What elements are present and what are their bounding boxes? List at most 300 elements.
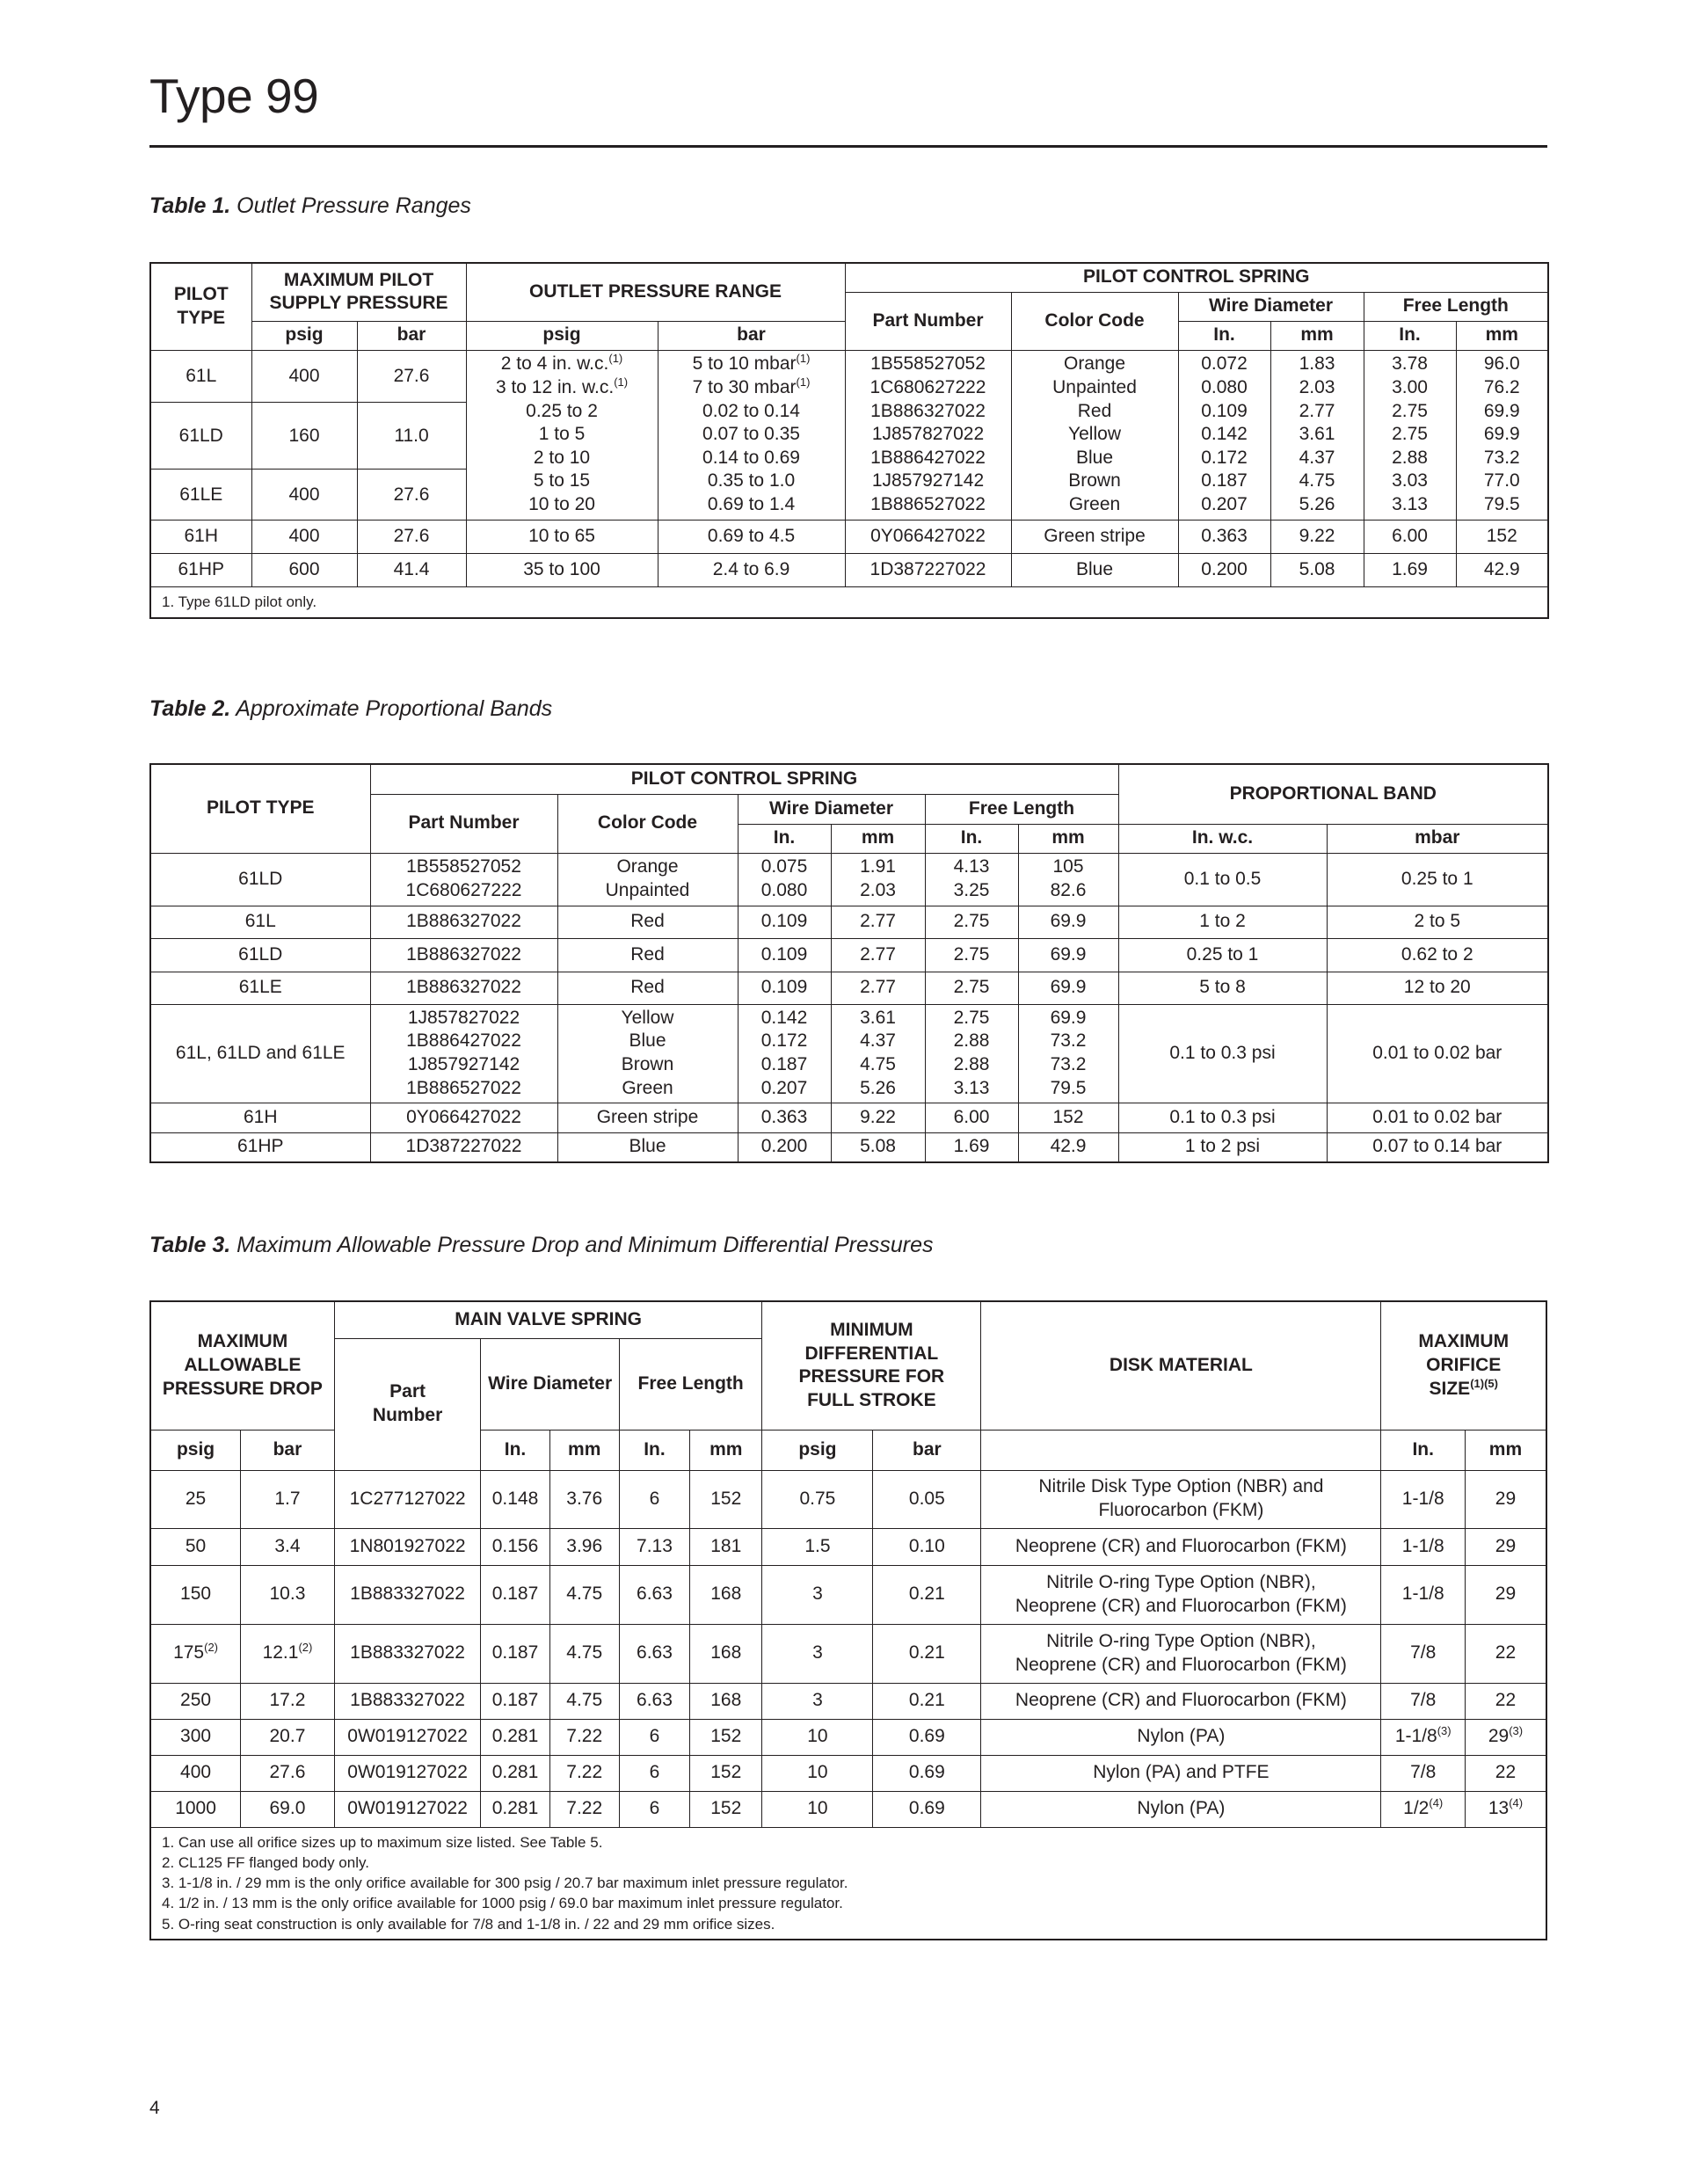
t3-bar: 10.3 <box>241 1565 335 1624</box>
t3-len-mm: 152 <box>690 1470 762 1528</box>
t1-range-psig: 5 to 15 <box>533 470 591 491</box>
t3-psig: 300 <box>150 1719 241 1755</box>
t3-len-in: 6 <box>619 1719 689 1755</box>
t1-supply-bar: 27.6 <box>358 351 466 403</box>
t3-disk: Neoprene (CR) and Fluorocarbon (FKM) <box>981 1683 1381 1719</box>
t1-header-wire-diameter: Wire Diameter <box>1178 292 1364 321</box>
t1-spring-part: 1B886527022 <box>870 494 986 515</box>
t2-wire-mm: 1.91 <box>860 856 896 877</box>
footnote-ref: (4) <box>1509 1796 1524 1810</box>
t2-part: 1B886327022 <box>370 938 557 972</box>
t1-header-spring: PILOT CONTROL SPRING <box>845 263 1548 292</box>
t2-band-mbar: 12 to 20 <box>1327 972 1548 1004</box>
t1-range-psig: 35 to 100 <box>466 553 658 586</box>
t3-orifice-in: 7/8 <box>1381 1755 1465 1791</box>
t2-colors-cell <box>557 1004 738 1103</box>
t3-orifice-mm-cell <box>1465 1791 1546 1827</box>
t1-range-bar: 0.69 to 4.5 <box>658 520 845 553</box>
t3-orifice-mm: 22 <box>1465 1683 1546 1719</box>
t1-len-mm: 96.0 <box>1483 353 1520 375</box>
page-title: Type 99 <box>149 69 319 123</box>
t1-unit-mm: mm <box>1456 321 1548 350</box>
table-row <box>150 1683 1546 1719</box>
t3-orifice-in: 1-1/8 <box>1394 1726 1437 1747</box>
t3-len-mm: 168 <box>690 1683 762 1719</box>
t1-supply-bar: 27.6 <box>393 484 430 505</box>
t2-band-mbar: 0.01 to 0.02 bar <box>1327 1103 1548 1132</box>
t1-spring-len-mm-cell <box>1456 350 1548 520</box>
t2-wire-in: 0.363 <box>738 1103 831 1132</box>
t1-spring-wire-mm-cell <box>1270 350 1364 520</box>
t1-spring-color: Blue <box>1076 447 1114 468</box>
t1-range-bar-cell <box>658 350 845 520</box>
t1-wire-mm: 5.08 <box>1270 553 1364 586</box>
t2-wire-mm: 2.77 <box>831 972 925 1004</box>
t2-len-in: 2.75 <box>925 906 1018 938</box>
t3-unit-psig: psig <box>762 1430 873 1470</box>
t3-unit-in: In. <box>481 1430 549 1470</box>
t3-min-psig: 10 <box>762 1791 873 1827</box>
t2-wire-in: 0.109 <box>738 972 831 1004</box>
t2-type: 61LE <box>150 972 370 1004</box>
t3-len-in: 6.63 <box>619 1624 689 1683</box>
t3-min-bar: 0.69 <box>873 1755 981 1791</box>
t1-len-mm: 152 <box>1456 520 1548 553</box>
t3-min-psig: 3 <box>762 1624 873 1683</box>
t3-wire-in: 0.187 <box>481 1624 549 1683</box>
t1-supply-bar: 41.4 <box>357 553 466 586</box>
t2-part: 1D387227022 <box>370 1132 557 1162</box>
t1-len-in: 6.00 <box>1364 520 1456 553</box>
t2-wire-mm: 9.22 <box>831 1103 925 1132</box>
t3-psig: 250 <box>150 1683 241 1719</box>
t3-orifice-mm: 22 <box>1465 1755 1546 1791</box>
t1-range-psig-value: 2 to 4 in. w.c. <box>500 353 609 375</box>
t2-header-band: PROPORTIONAL BAND <box>1118 764 1548 824</box>
t1-range-bar: 0.14 to 0.69 <box>702 447 800 468</box>
footnote-ref: (1) <box>796 352 811 366</box>
t2-len-in-cell <box>925 1004 1018 1103</box>
t2-len-in: 2.75 <box>953 1007 990 1028</box>
t3-wire-mm: 3.96 <box>549 1528 619 1565</box>
t3-len-in: 7.13 <box>619 1528 689 1565</box>
footnote-ref: (2) <box>204 1641 219 1655</box>
t1-spring-part: 1J857927142 <box>871 470 985 491</box>
t1-supply-psig: 600 <box>251 553 357 586</box>
table3-label: Table 3. <box>149 1233 231 1257</box>
t2-type: 61LD <box>150 853 370 906</box>
t3-orifice-mm: 29 <box>1465 1470 1546 1528</box>
t1-len-in: 3.00 <box>1392 376 1428 397</box>
t2-len-mm: 73.2 <box>1050 1054 1087 1074</box>
table-row <box>150 1791 1546 1827</box>
t1-wire-in: 0.172 <box>1201 447 1248 468</box>
t1-spring-color: Blue <box>1011 553 1178 586</box>
t1-spring-color: Green <box>1068 494 1121 515</box>
page-number: 4 <box>149 2098 160 2118</box>
t2-len-in: 3.25 <box>953 880 990 900</box>
t3-wire-in: 0.187 <box>481 1683 549 1719</box>
t1-unit-in: In. <box>1364 321 1456 350</box>
t2-part: 1J857927142 <box>407 1054 520 1074</box>
t2-len-mm: 69.9 <box>1018 972 1118 1004</box>
t1-header-part-number: Part Number <box>845 292 1011 350</box>
t2-part: 1B886327022 <box>370 972 557 1004</box>
t1-type: 61HP <box>150 553 251 586</box>
t1-spring-part: 0Y066427022 <box>845 520 1011 553</box>
t1-wire-in: 0.187 <box>1201 470 1248 491</box>
t2-color: Green stripe <box>557 1103 738 1132</box>
t1-range-bar <box>661 353 842 376</box>
t1-wire-mm: 2.77 <box>1299 400 1335 421</box>
t3-psig: 150 <box>150 1565 241 1624</box>
t2-len-mm: 42.9 <box>1018 1132 1118 1162</box>
t3-wire-mm: 4.75 <box>549 1624 619 1683</box>
t2-wire-mm-cell <box>831 1004 925 1103</box>
t3-bar-cell <box>241 1624 335 1683</box>
t2-len-in-cell <box>925 853 1018 906</box>
t1-len-mm: 76.2 <box>1483 376 1520 397</box>
t1-spring-color: Orange <box>1063 353 1126 375</box>
t2-wire-mm: 3.61 <box>860 1007 896 1028</box>
t2-colors-cell <box>557 853 738 906</box>
t2-type: 61H <box>150 1103 370 1132</box>
footnote-ref: (1) <box>608 352 623 366</box>
table-row <box>150 938 1548 972</box>
t2-wire-in-cell <box>738 853 831 906</box>
t1-spring-part: 1B886427022 <box>870 447 986 468</box>
t1-spring-part: 1C680627222 <box>869 376 986 397</box>
t2-part: 1J857827022 <box>407 1007 520 1028</box>
t3-orifice-mm: 29 <box>1465 1528 1546 1565</box>
t1-type-61ld: 61LD <box>151 403 251 470</box>
table2-label: Table 2. <box>149 696 231 721</box>
t3-psig-cell <box>150 1624 241 1683</box>
t1-wire-in: 0.109 <box>1201 400 1248 421</box>
t3-header-orifice-cell <box>1381 1301 1546 1430</box>
t3-footnote: 2. CL125 FF flanged body only. <box>162 1853 369 1871</box>
t3-min-psig: 10 <box>762 1719 873 1755</box>
t1-len-in: 3.13 <box>1392 494 1428 515</box>
t3-header-disk: DISK MATERIAL <box>981 1301 1381 1430</box>
t2-color: Orange <box>616 856 679 877</box>
table-row <box>150 906 1548 938</box>
t1-spring-color: Unpainted <box>1052 376 1137 397</box>
t2-wire-in: 0.172 <box>760 1030 808 1052</box>
t3-unit-in: In. <box>1381 1430 1465 1470</box>
t3-unit-mm: mm <box>549 1430 619 1470</box>
t1-len-in: 3.78 <box>1392 353 1428 375</box>
t1-wire-mm: 5.26 <box>1299 494 1335 515</box>
t1-spring-len-in-cell <box>1364 350 1456 520</box>
t1-len-mm: 77.0 <box>1483 470 1520 491</box>
t3-wire-in: 0.187 <box>481 1565 549 1624</box>
t3-part: 1B883327022 <box>334 1624 481 1683</box>
table1-label: Table 1. <box>149 193 231 218</box>
t3-wire-in: 0.281 <box>481 1791 549 1827</box>
t2-color: Brown <box>621 1054 674 1074</box>
t3-psig: 400 <box>150 1755 241 1791</box>
t1-wire-mm: 9.22 <box>1270 520 1364 553</box>
t3-part: 0W019127022 <box>334 1719 481 1755</box>
t1-range-bar-value: 5 to 10 mbar <box>692 353 797 375</box>
t2-header-spring: PILOT CONTROL SPRING <box>370 764 1118 794</box>
t2-unit-mbar: mbar <box>1327 824 1548 853</box>
t3-wire-mm: 7.22 <box>549 1791 619 1827</box>
t3-len-in: 6 <box>619 1755 689 1791</box>
t3-orifice-mm: 22 <box>1465 1624 1546 1683</box>
t1-range-psig: 1 to 5 <box>538 424 586 445</box>
t1-spring-part-cell <box>845 350 1011 520</box>
t1-unit-in: In. <box>1178 321 1270 350</box>
t3-len-mm: 168 <box>690 1565 762 1624</box>
t1-type-61le: 61LE <box>179 484 223 505</box>
t2-len-mm: 105 <box>1052 856 1084 877</box>
t3-disk: Nitrile O-ring Type Option (NBR), <box>1046 1630 1316 1651</box>
t3-wire-mm: 7.22 <box>549 1755 619 1791</box>
t1-supply-psig: 160 <box>252 403 357 470</box>
t2-part: 0Y066427022 <box>370 1103 557 1132</box>
t3-unit-blank <box>981 1430 1381 1470</box>
t2-type: 61L <box>150 906 370 938</box>
t1-len-in: 2.75 <box>1392 424 1428 445</box>
t3-disk-cell <box>981 1565 1381 1624</box>
t3-len-in: 6 <box>619 1470 689 1528</box>
t2-band-inwc: 1 to 2 psi <box>1118 1132 1327 1162</box>
t2-band-inwc: 1 to 2 <box>1118 906 1327 938</box>
table-row <box>150 520 1548 553</box>
t1-spring-part: 1J857827022 <box>871 424 985 445</box>
t1-len-in: 3.03 <box>1392 470 1428 491</box>
t3-disk: Nitrile Disk Type Option (NBR) and <box>1038 1476 1324 1497</box>
t1-footnote: 1. Type 61LD pilot only. <box>150 586 1548 618</box>
table-row <box>150 1470 1546 1528</box>
t3-header-orifice: MAXIMUM ORIFICE SIZE <box>1418 1331 1510 1399</box>
t2-unit-in: In. <box>738 824 831 853</box>
t2-len-in: 3.13 <box>953 1077 990 1098</box>
t1-group-bar-cell <box>357 350 466 520</box>
table1-caption <box>149 195 471 217</box>
t2-band-mbar: 0.07 to 0.14 bar <box>1327 1132 1548 1162</box>
t3-footnote: 1. Can use all orifice sizes up to maximum size listed. See Table 5. <box>162 1833 603 1851</box>
t3-len-in: 6.63 <box>619 1565 689 1624</box>
t3-unit-mm: mm <box>690 1430 762 1470</box>
t3-bar: 27.6 <box>241 1755 335 1791</box>
t1-range-bar: 2.4 to 6.9 <box>658 553 845 586</box>
t1-wire-mm: 4.75 <box>1299 470 1335 491</box>
t3-bar: 1.7 <box>241 1470 335 1528</box>
t3-header-max-drop: MAXIMUM ALLOWABLE PRESSURE DROP <box>150 1301 334 1430</box>
t1-spring-wire-in-cell <box>1178 350 1270 520</box>
t1-len-mm: 42.9 <box>1456 553 1548 586</box>
t3-wire-mm: 3.76 <box>549 1470 619 1528</box>
table1-title: Outlet Pressure Ranges <box>236 193 471 218</box>
t3-wire-in: 0.281 <box>481 1755 549 1791</box>
table-row <box>150 972 1548 1004</box>
t2-color: Red <box>557 938 738 972</box>
t3-orifice-mm: 29 <box>1488 1726 1510 1747</box>
t3-unit-bar: bar <box>241 1430 335 1470</box>
t1-spring-part: 1D387227022 <box>845 553 1011 586</box>
table2-caption <box>149 698 552 720</box>
t2-parts-cell <box>370 853 557 906</box>
table-row <box>150 1528 1546 1565</box>
t2-band-inwc: 0.1 to 0.3 psi <box>1118 1004 1327 1103</box>
t3-disk: Nylon (PA) and PTFE <box>981 1755 1381 1791</box>
t2-type: 61HP <box>150 1132 370 1162</box>
t2-len-in: 1.69 <box>925 1132 1018 1162</box>
t3-orifice-in: 7/8 <box>1381 1683 1465 1719</box>
footnote-ref: (3) <box>1509 1724 1524 1738</box>
t2-band-inwc: 0.1 to 0.3 psi <box>1118 1103 1327 1132</box>
t2-wire-in: 0.200 <box>738 1132 831 1162</box>
t2-len-in: 4.13 <box>953 856 990 877</box>
t1-range-bar-value: 7 to 30 mbar <box>692 376 797 397</box>
t2-color: Yellow <box>621 1007 674 1028</box>
t2-part: 1B886327022 <box>370 906 557 938</box>
t1-supply-bar: 27.6 <box>357 520 466 553</box>
t1-header-outlet-range: OUTLET PRESSURE RANGE <box>466 263 845 321</box>
t2-wire-in-cell <box>738 1004 831 1103</box>
t3-disk-cell <box>981 1470 1381 1528</box>
t3-footnotes <box>150 1827 1546 1940</box>
t1-wire-mm: 3.61 <box>1299 424 1335 445</box>
t3-header-part-number: Part Number <box>334 1338 481 1470</box>
t3-bar: 17.2 <box>241 1683 335 1719</box>
t1-wire-mm: 4.37 <box>1299 447 1335 468</box>
footnote-ref: (5) <box>1484 1376 1498 1390</box>
t3-unit-bar: bar <box>873 1430 981 1470</box>
t3-orifice-in: 7/8 <box>1381 1624 1465 1683</box>
t3-orifice-mm: 29 <box>1465 1565 1546 1624</box>
footnote-ref: (1) <box>1470 1376 1485 1390</box>
t2-band-mbar: 0.01 to 0.02 bar <box>1327 1004 1548 1103</box>
t1-range-psig-cell <box>466 350 658 520</box>
t2-header-color-code: Color Code <box>557 794 738 853</box>
t3-orifice-in-cell <box>1381 1791 1465 1827</box>
t3-min-bar: 0.21 <box>873 1624 981 1683</box>
t3-footnote: 4. 1/2 in. / 13 mm is the only orifice available for 1000 psig / 69.0 bar maximum inlet pressure regulator. <box>162 1895 843 1912</box>
t1-unit-bar: bar <box>658 321 845 350</box>
t3-header-min-diff: MINIMUM DIFFERENTIAL PRESSURE FOR FULL STROKE <box>762 1301 981 1430</box>
t2-band-inwc: 0.25 to 1 <box>1118 938 1327 972</box>
t2-header-pilot-type: PILOT TYPE <box>150 764 370 853</box>
t3-wire-in: 0.281 <box>481 1719 549 1755</box>
t2-color: Blue <box>557 1132 738 1162</box>
t3-min-bar: 0.10 <box>873 1528 981 1565</box>
t1-spring-color: Brown <box>1068 470 1121 491</box>
t2-wire-in: 0.187 <box>760 1054 808 1074</box>
table-row <box>150 1565 1546 1624</box>
t2-len-in: 2.75 <box>925 972 1018 1004</box>
t3-orifice-in: 1-1/8 <box>1381 1528 1465 1565</box>
t2-wire-mm: 2.77 <box>831 938 925 972</box>
t2-wire-in: 0.142 <box>760 1007 808 1028</box>
t2-band-mbar: 2 to 5 <box>1327 906 1548 938</box>
t1-spring-part: 1B558527052 <box>870 353 986 375</box>
t2-wire-in: 0.109 <box>738 938 831 972</box>
t3-len-mm: 152 <box>690 1791 762 1827</box>
t2-color: Green <box>622 1077 673 1098</box>
t1-spring-color: Yellow <box>1068 424 1121 445</box>
t1-group-type-cell <box>150 350 251 520</box>
t2-wire-mm: 4.37 <box>860 1030 896 1052</box>
t3-min-psig: 1.5 <box>762 1528 873 1565</box>
t1-range-psig-value: 3 to 12 in. w.c. <box>495 376 615 397</box>
table3-title: Maximum Allowable Pressure Drop and Minimum Differential Pressures <box>236 1233 934 1257</box>
t3-disk-line2: Neoprene (CR) and Fluorocarbon (FKM) <box>1015 1595 1347 1616</box>
t2-color: Unpainted <box>605 880 690 900</box>
t3-orifice-mm: 13 <box>1488 1798 1510 1819</box>
t1-supply-psig: 400 <box>251 520 357 553</box>
t1-wire-in: 0.072 <box>1201 353 1248 375</box>
t2-header-part-number: Part Number <box>370 794 557 853</box>
t2-len-in: 2.88 <box>953 1054 990 1074</box>
t2-wire-in: 0.109 <box>738 906 831 938</box>
t3-header-main-spring: MAIN VALVE SPRING <box>334 1301 762 1338</box>
t1-len-in: 2.88 <box>1392 447 1428 468</box>
t1-wire-in: 0.207 <box>1201 494 1248 515</box>
footnote-ref: (1) <box>796 375 811 389</box>
t3-psig: 175 <box>173 1642 205 1663</box>
t3-wire-mm: 7.22 <box>549 1719 619 1755</box>
t2-color: Red <box>557 972 738 1004</box>
table3-pressure-drop <box>149 1300 1547 1940</box>
t3-min-bar: 0.05 <box>873 1470 981 1528</box>
t2-unit-mm: mm <box>1018 824 1118 853</box>
t2-part: 1C680627222 <box>405 880 522 900</box>
footnote-ref: (2) <box>298 1641 313 1655</box>
footnote-ref: (1) <box>614 375 629 389</box>
t1-range-psig: 10 to 65 <box>466 520 658 553</box>
t3-unit-mm: mm <box>1465 1430 1546 1470</box>
t3-orifice-in-cell <box>1381 1719 1465 1755</box>
t1-type: 61H <box>150 520 251 553</box>
t1-supply-psig: 400 <box>252 351 357 403</box>
t3-disk: Neoprene (CR) and Fluorocarbon (FKM) <box>981 1528 1381 1565</box>
t2-wire-mm: 5.08 <box>831 1132 925 1162</box>
t2-len-mm: 79.5 <box>1050 1077 1087 1098</box>
t3-orifice-mm-cell <box>1465 1719 1546 1755</box>
t3-part: 1C277127022 <box>334 1470 481 1528</box>
t3-header-wire-diameter: Wire Diameter <box>481 1338 619 1430</box>
t2-len-mm: 69.9 <box>1018 906 1118 938</box>
t1-spring-part: 1B886327022 <box>870 400 986 421</box>
t3-psig: 50 <box>150 1528 241 1565</box>
t2-unit-in: In. <box>925 824 1018 853</box>
t1-unit-psig: psig <box>251 321 357 350</box>
table-row <box>150 1103 1548 1132</box>
footnote-ref: (3) <box>1437 1724 1452 1738</box>
t3-orifice-in: 1-1/8 <box>1381 1470 1465 1528</box>
t3-footnote: 5. O-ring seat construction is only available for 7/8 and 1-1/8 in. / 22 and 29 mm orifice sizes. <box>162 1915 775 1933</box>
t3-unit-psig: psig <box>150 1430 241 1470</box>
t1-spring-color: Red <box>1077 400 1112 421</box>
t1-range-psig <box>469 353 655 376</box>
t3-bar: 3.4 <box>241 1528 335 1565</box>
table1-outlet-pressure-ranges <box>149 262 1549 619</box>
t1-wire-in: 0.142 <box>1201 424 1248 445</box>
t3-wire-in: 0.148 <box>481 1470 549 1528</box>
t3-orifice-in: 1/2 <box>1403 1798 1430 1819</box>
t2-len-in: 2.88 <box>953 1030 990 1052</box>
table2-proportional-bands <box>149 763 1549 1163</box>
t3-bar: 20.7 <box>241 1719 335 1755</box>
t3-part: 0W019127022 <box>334 1755 481 1791</box>
t1-unit-psig: psig <box>466 321 658 350</box>
t2-header-free-length: Free Length <box>925 794 1118 824</box>
t2-len-mm: 73.2 <box>1050 1030 1087 1052</box>
